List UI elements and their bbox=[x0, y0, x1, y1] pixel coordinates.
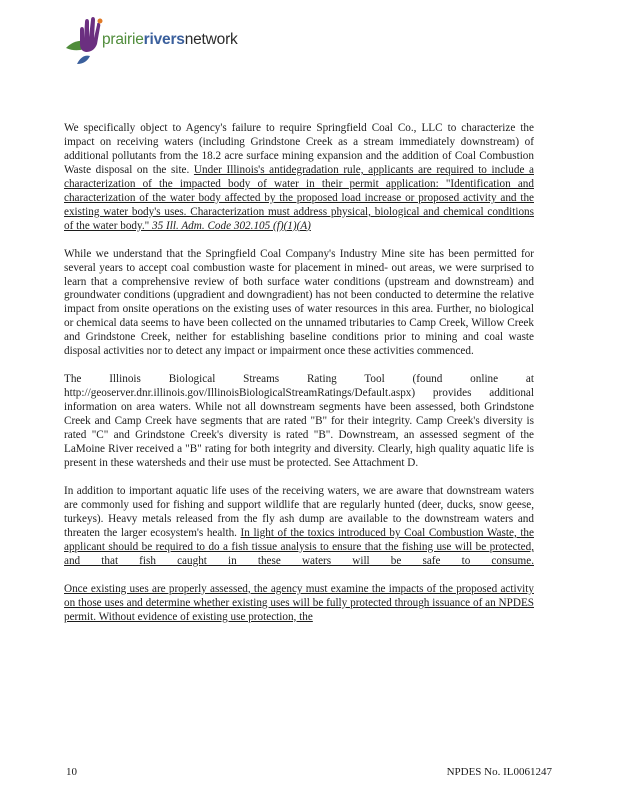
organization-logo bbox=[64, 14, 254, 66]
existing-uses-statement: Once existing uses are properly assessed, the agency must examine the impacts of the proposed activity on those uses and determine whether existing uses will be fully protected through issuance of an NPDES permit. Without evidence of existing use protection, the bbox=[64, 582, 534, 623]
paragraph-1-text: We specifically object to Agency's failure to require Springfield Coal Co., LLC to characterize the impact on receiving waters (including Grindstone Creek as a stream immediately downstream) of additional pollutants from the 18.2 acre surface mining expansion and the addition of Coal Combustion Waste disposal on the site. bbox=[64, 122, 534, 176]
paragraph-fishing-use bbox=[64, 485, 534, 569]
regulation-citation: 35 Ill. Adm. Code 302.105 (f)(1)(A) bbox=[152, 219, 311, 232]
paragraph-4-text: In addition to important aquatic life uses of the receiving waters, we are aware that downstream waters are commonly used for fishing and support wildlife that are regularly hunted (deer, ducks, snow geese, turkeys). Heavy metals released from the fly ash dump are available to the downstream waters and threaten the larger ecosystem's health. bbox=[64, 484, 534, 539]
permit-number: NPDES No. IL0061247 bbox=[446, 766, 552, 778]
antidegradation-rule-quote: Under Illinois's antidegradation rule, applicants are required to include a characterization of the impacted body of water in their permit application: "Identification and characterization of the water body affected by the proposed load increase or proposed activity and the existing water body's uses. Characterization must address physical, biological and chemical conditions of the water body." bbox=[64, 163, 534, 232]
page-number: 10 bbox=[66, 766, 77, 778]
letter-body bbox=[64, 122, 534, 639]
logo-wordmark bbox=[102, 31, 238, 49]
logo-word-prairie: prairie bbox=[102, 31, 144, 48]
paragraph-antidegradation bbox=[64, 122, 534, 234]
fish-tissue-requirement: In light of the toxics introduced by Coal Combustion Waste, the applicant should be required to do a fish tissue analysis to ensure that the fishing use will be protected, and that fish caught in these waters will be safe to consume. bbox=[64, 526, 534, 567]
paragraph-existing-uses bbox=[64, 583, 534, 625]
paragraph-stream-ratings: The Illinois Biological Streams Rating Tool (found online at http://geoserver.dnr.illinois.gov/IllinoisBiologicalStreamRatings/Default.aspx) provides additional information on area waters. While not all downstream segments have been assessed, both Grindstone Creek and Camp Creek have segments that are rated "B" for their integrity. Camp Creek's diversity is rated "C" and Grindstone Creek's diversity is rated "B". Downstream, an assessed segment of the LaMoine River received a "B" rating for both integrity and diversity. Clearly, high quality aquatic life is present in these watersheds and their use must be protected. See Attachment D. bbox=[64, 373, 534, 469]
logo-word-network: network bbox=[184, 31, 238, 48]
paragraph-site-review: While we understand that the Springfield Coal Company's Industry Mine site has been permitted for several years to accept coal combustion waste for placement in mined- out areas, we were surprised to learn that a comprehensive review of both surface water conditions (upstream and downstream) and groundwater conditions (upgradient and downgradient) has not been conducted to determine the relative impact from onsite operations on the existing uses of water resources in this area. Further, no biological or chemical data seems to have been collected on the unnamed tributaries to Camp Creek, Willow Creek and Grindstone Creek, neither for establishing baseline conditions prior to mining and coal waste disposal activities nor to detect any impact or impairment once these activities commenced. bbox=[64, 247, 534, 358]
logo-word-rivers: rivers bbox=[143, 31, 185, 48]
